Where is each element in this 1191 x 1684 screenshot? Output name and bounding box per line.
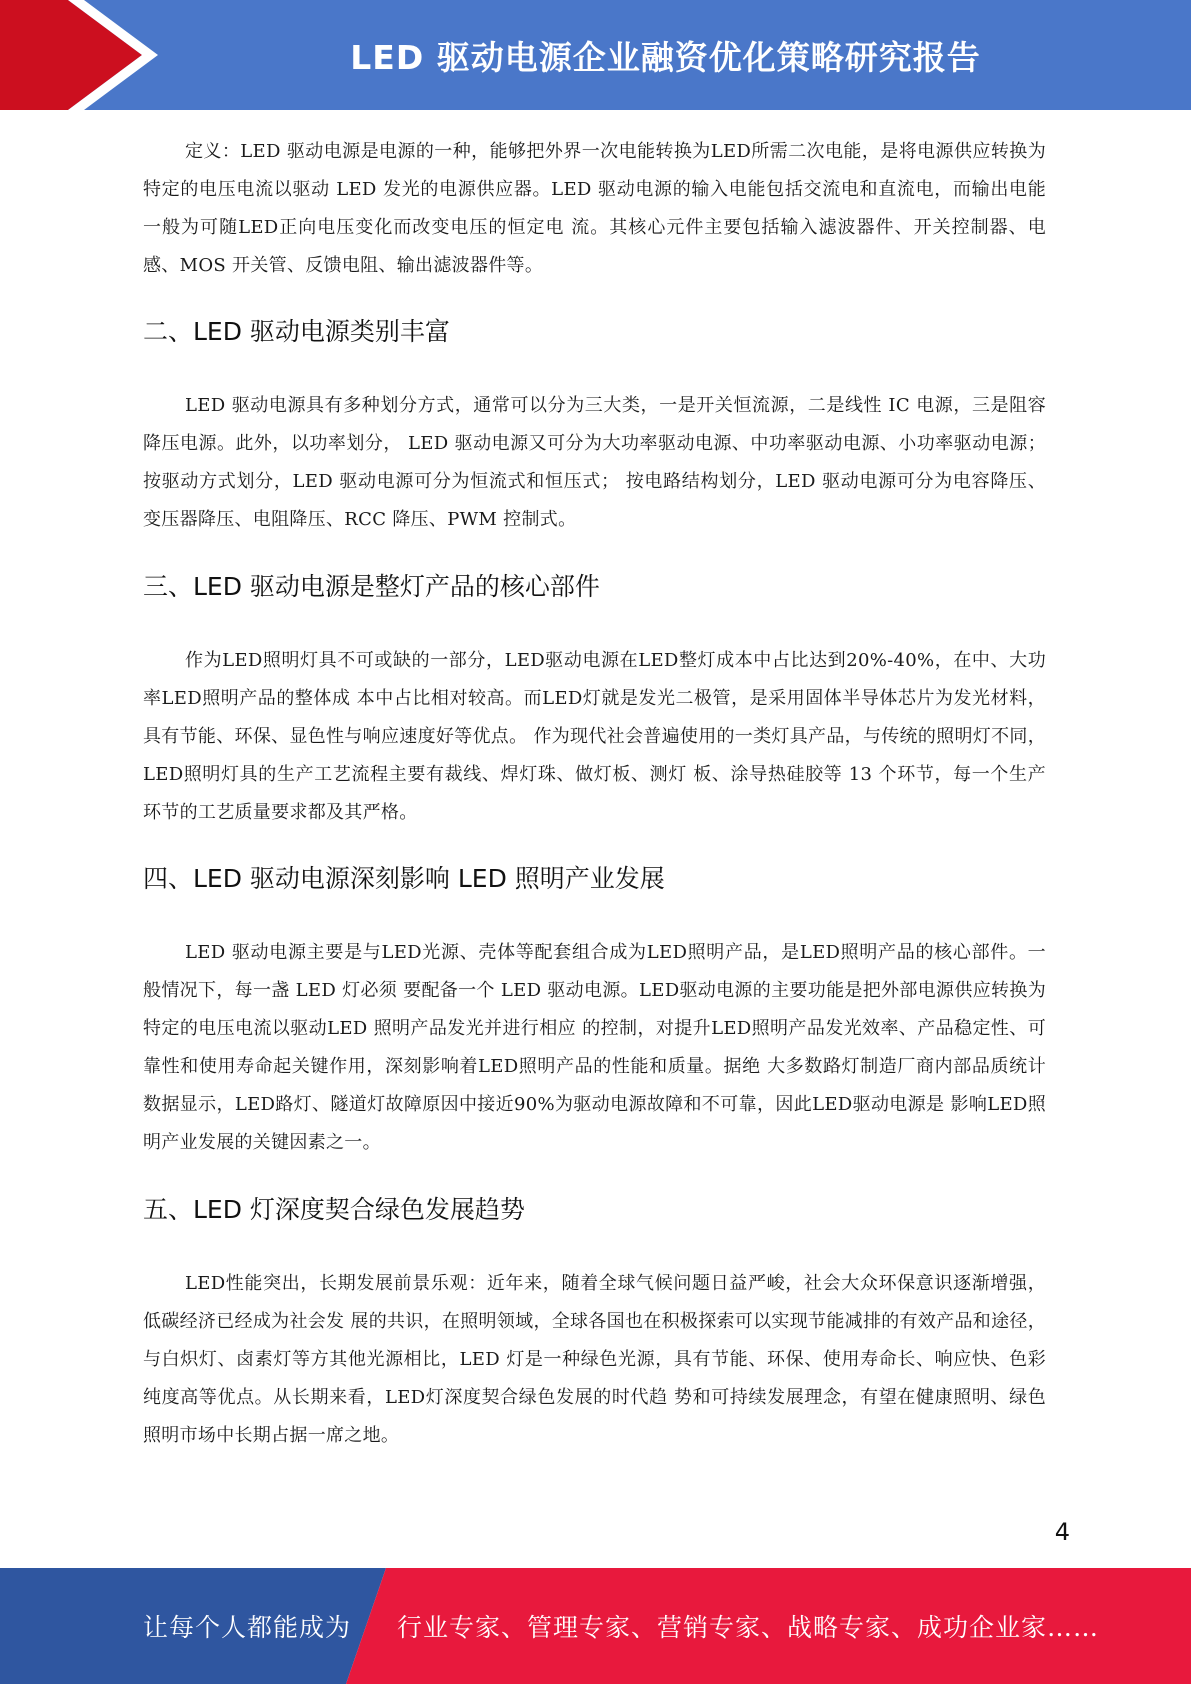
section-paragraph: LED 驱动电源主要是与LED光源、壳体等配套组合成为LED照明产品，是LED照明产品的核心部件。一般情况下，每一盏 LED 灯必须 要配备一个 LED 驱动电源。LED驱动电源的主要功能是把外部电源供应转换为特定的电压电流以驱动LED 照明产品发光并进行相应 的控制，对提升LED照明产品发光效率、产品稳定性、可靠性和使用寿命起关键作用，深刻影响着LED照明产品的性能和质量。据绝 大多数路灯制造厂商内部品质统计数据显示，LED路灯、隧道灯故障原因中接近90%为驱动电源故障和不可靠，因此LED驱动电源是 影响LED照明产业发展的关键因素之一。 [143,942,1046,1153]
section-heading: 三、LED 驱动电源是整灯产品的核心部件 [143,572,600,601]
footer-slogan-left: 让每个人都能成为 [143,1613,352,1642]
section-heading: 二、LED 驱动电源类别丰富 [143,317,450,346]
section-paragraph: 作为LED照明灯具不可或缺的一部分，LED驱动电源在LED整灯成本中占比达到20%-40%，在中、大功率LED照明产品的整体成 本中占比相对较高。而LED灯就是发光二极管，是采用固体半导体芯片为发光材料，具有节能、环保、显色性与响应速度好等优点。 作为现代社会普遍使用的一类灯具产品，与传统的照明灯不同，LED照明灯具的生产工艺流程主要有裁线、焊灯珠、做灯板、测灯 板、涂导热硅胶等 13 个环节，每一个生产环节的工艺质量要求都及其严格。 [143,650,1046,823]
report-footer [0,1568,1191,1684]
header-arrow-icon [0,0,160,110]
section-paragraph: LED性能突出，长期发展前景乐观：近年来，随着全球气候问题日益严峻，社会大众环保意识逐渐增强，低碳经济已经成为社会发 展的共识，在照明领域，全球各国也在积极探索可以实现节能减排的有效产品和途径，与白炽灯、卤素灯等方其他光源相比，LED 灯是一种绿色光源，具有节能、环保、使用寿命长、响应快、色彩纯度高等优点。从长期来看，LED灯深度契合绿色发展的时代趋 势和可持续发展理念，有望在健康照明、绿色照明市场中长期占据一席之地。 [143,1273,1046,1446]
page-number: 4 [1054,1518,1070,1546]
definition-paragraph: 定义：LED 驱动电源是电源的一种，能够把外界一次电能转换为LED所需二次电能，是将电源供应转换为特定的电压电流以驱动 LED 发光的电源供应器。LED 驱动电源的输入电能包括交流电和直流电，而输出电能一般为可随LED正向电压变化而改变电压的恒定电 流。其核心元件主要包括输入滤波器件、开关控制器、电感、MOS 开关管、反馈电阻、输出滤波器件等。 [143,141,1046,276]
section-heading: 五、LED 灯深度契合绿色发展趋势 [143,1195,525,1224]
section-heading: 四、LED 驱动电源深刻影响 LED 照明产业发展 [143,864,665,893]
section-paragraph: LED 驱动电源具有多种划分方式，通常可以分为三大类，一是开关恒流源，二是线性 IC 电源，三是阻容降压电源。此外，以功率划分， LED 驱动电源又可分为大功率驱动电源、中功率驱动电源、小功率驱动电源；按驱动方式划分，LED 驱动电源可分为恒流式和恒压式； 按电路结构划分，LED 驱动电源可分为电容降压、变压器降压、电阻降压、RCC 降压、PWM 控制式。 [143,395,1046,530]
report-header [0,0,1191,110]
report-title: LED 驱动电源企业融资优化策略研究报告 [350,37,981,77]
footer-slogan-right: 行业专家、管理专家、营销专家、战略专家、成功企业家…… [397,1613,1100,1642]
